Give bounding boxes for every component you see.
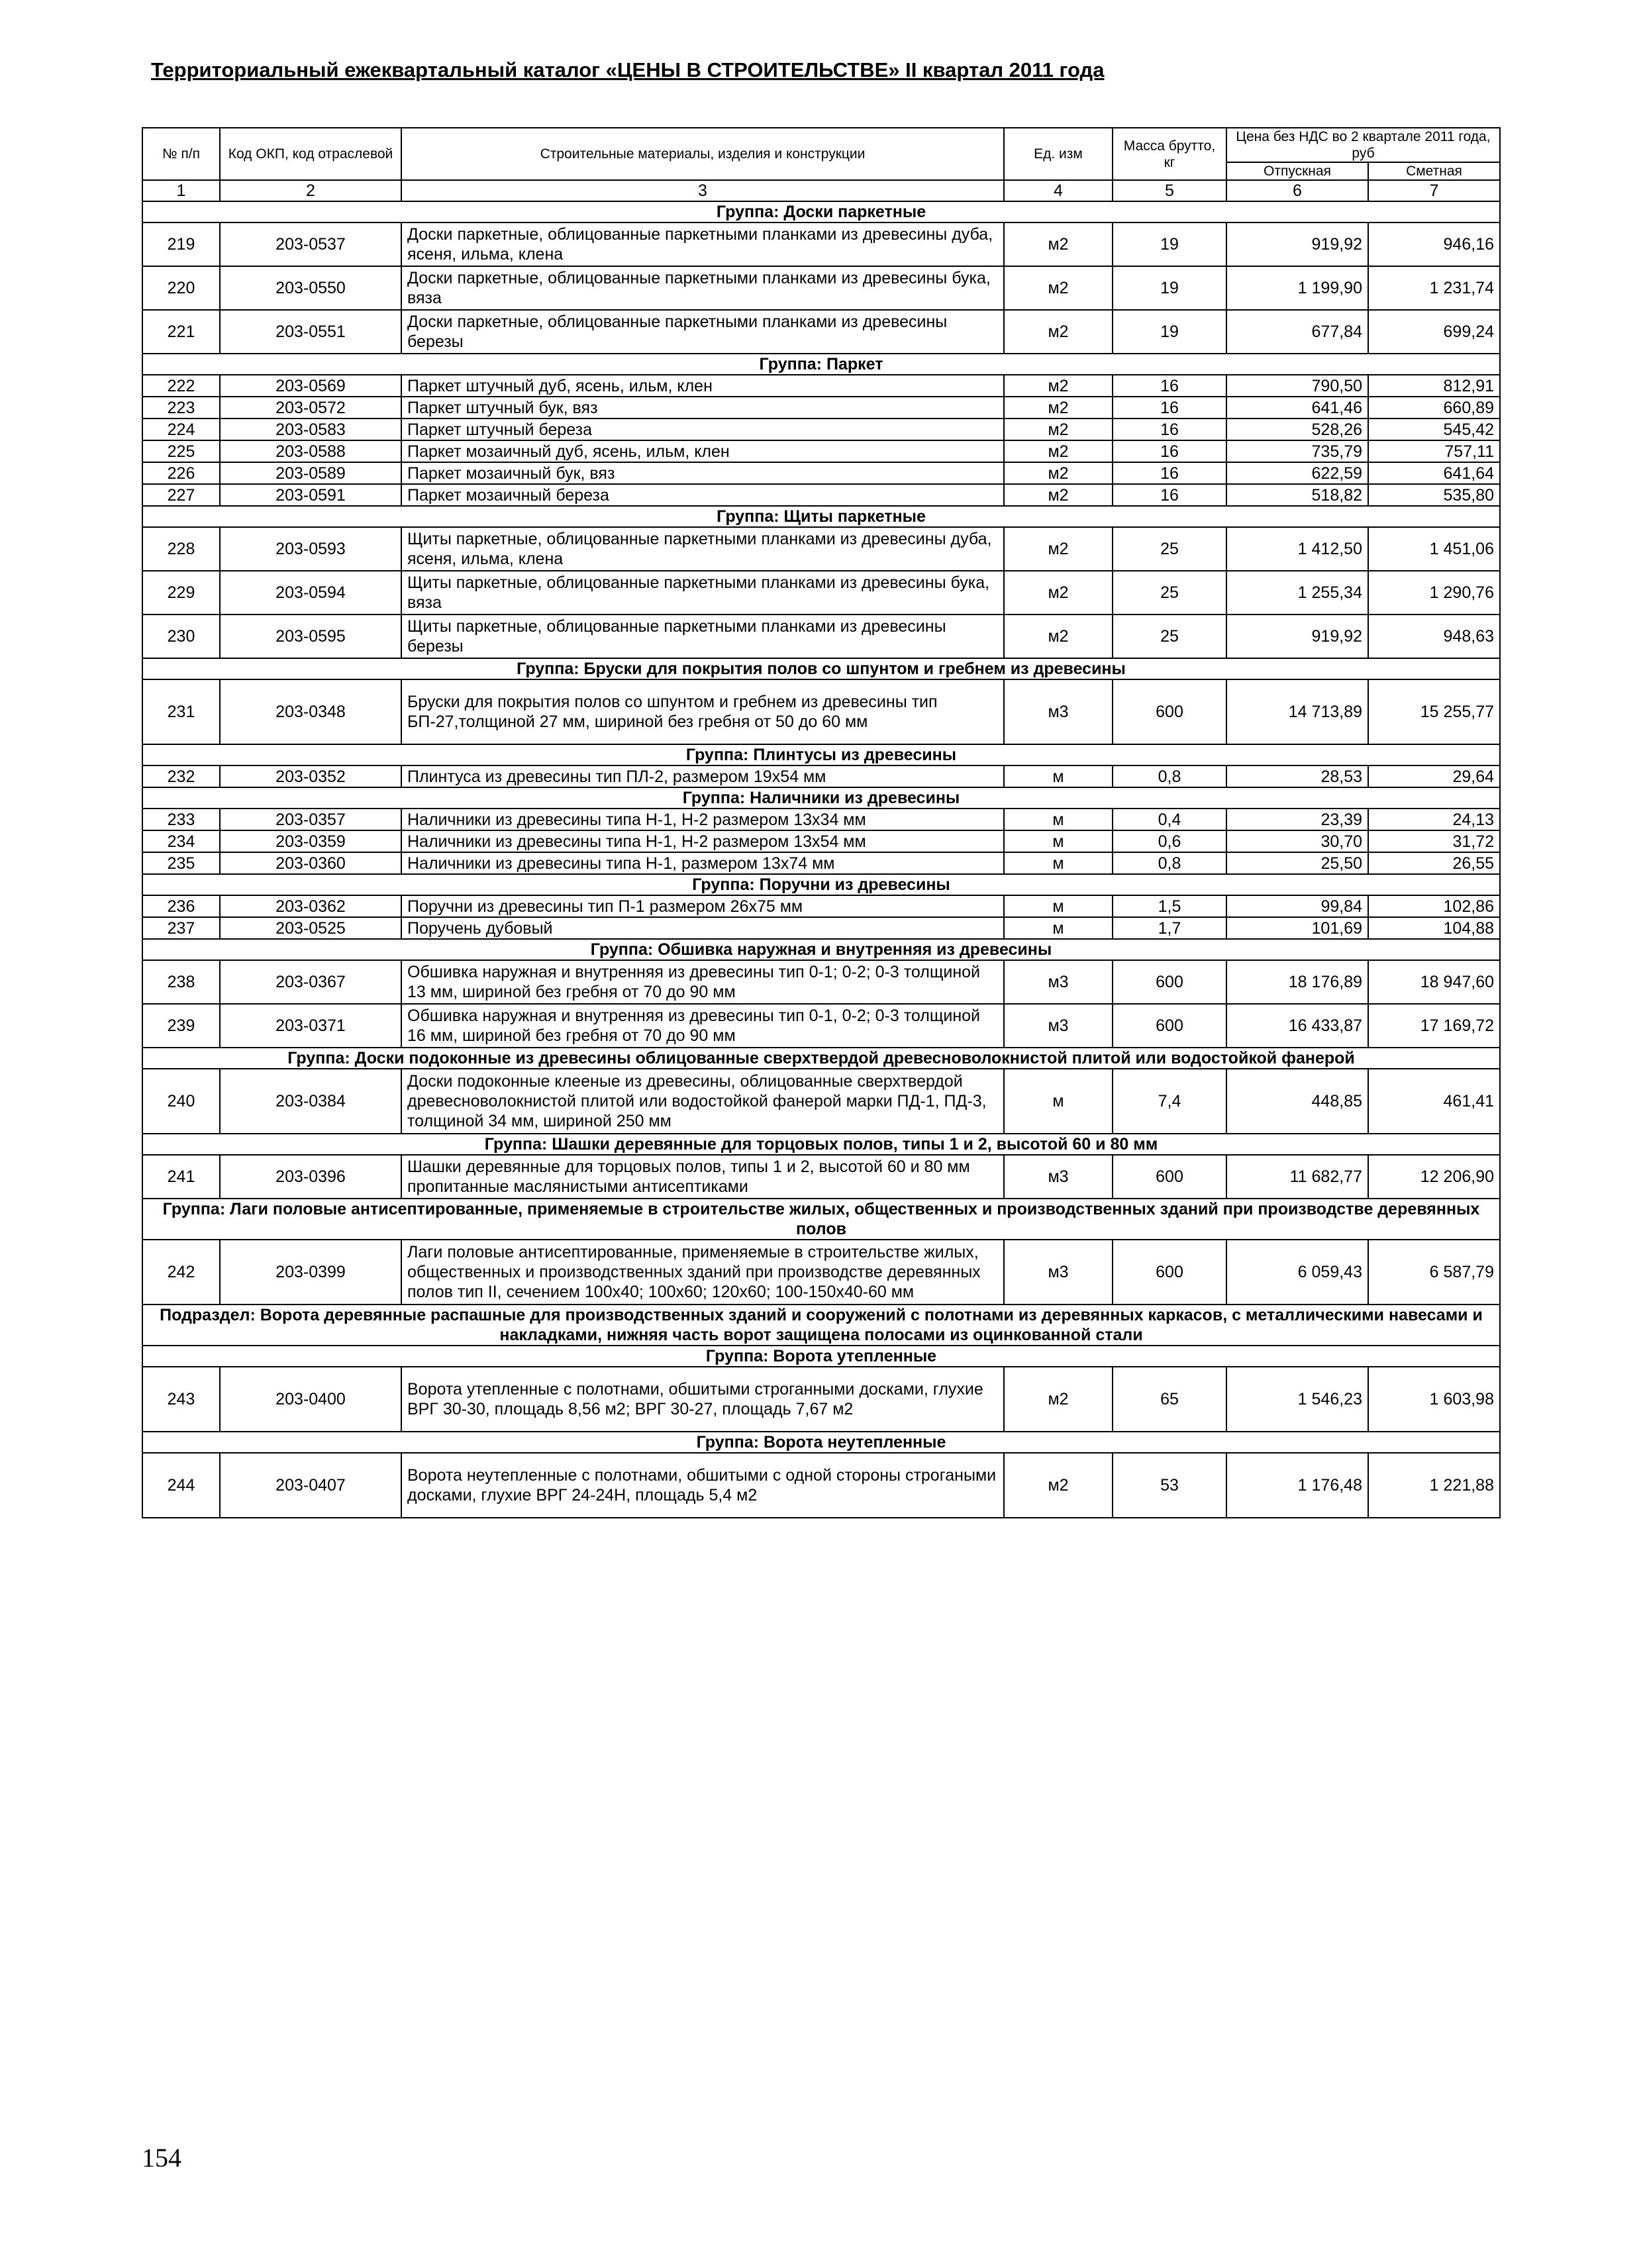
gross-mass: 0,6 xyxy=(1113,830,1226,852)
col-header-code: Код ОКП, код отраслевой xyxy=(220,128,401,180)
product-name: Паркет мозаичный бук, вяз xyxy=(401,462,1004,484)
table-body xyxy=(142,201,1500,1518)
estimate-price: 660,89 xyxy=(1368,397,1500,419)
estimate-price: 946,16 xyxy=(1368,222,1500,266)
table-row xyxy=(142,1367,1500,1432)
product-name: Плинтуса из древесины тип ПЛ-2, размером 19х54 мм xyxy=(401,765,1004,787)
release-price: 23,39 xyxy=(1226,809,1368,830)
estimate-price: 535,80 xyxy=(1368,484,1500,506)
unit: м2 xyxy=(1004,375,1113,397)
gross-mass: 1,7 xyxy=(1113,917,1226,939)
row-number: 241 xyxy=(142,1155,220,1199)
product-code: 203-0400 xyxy=(220,1367,401,1432)
table-row xyxy=(142,310,1500,354)
group-row xyxy=(142,658,1500,679)
row-number: 233 xyxy=(142,809,220,830)
subsection-row xyxy=(142,1305,1500,1346)
group-title: Группа: Плинтусы из древесины xyxy=(142,744,1500,765)
product-code: 203-0357 xyxy=(220,809,401,830)
group-title: Группа: Щиты паркетные xyxy=(142,506,1500,527)
gross-mass: 25 xyxy=(1113,571,1226,615)
release-price: 1 255,34 xyxy=(1226,571,1368,615)
table-row xyxy=(142,462,1500,484)
row-number: 243 xyxy=(142,1367,220,1432)
product-name: Бруски для покрытия полов со шпунтом и гребнем из древесины тип БП-27,толщиной 27 мм, шириной без гребня от 50 до 60 мм xyxy=(401,679,1004,744)
row-number: 226 xyxy=(142,462,220,484)
gross-mass: 19 xyxy=(1113,266,1226,310)
product-code: 203-0407 xyxy=(220,1453,401,1518)
gross-mass: 600 xyxy=(1113,679,1226,744)
group-title: Группа: Шашки деревянные для торцовых полов, типы 1 и 2, высотой 60 и 80 мм xyxy=(142,1134,1500,1155)
gross-mass: 600 xyxy=(1113,1004,1226,1048)
row-number: 219 xyxy=(142,222,220,266)
group-row xyxy=(142,1346,1500,1367)
product-name: Доски паркетные, облицованные паркетными планками из древесины бука, вяза xyxy=(401,266,1004,310)
gross-mass: 16 xyxy=(1113,484,1226,506)
unit: м xyxy=(1004,852,1113,874)
release-price: 448,85 xyxy=(1226,1069,1368,1134)
col-header-num: № п/п xyxy=(142,128,220,180)
release-price: 919,92 xyxy=(1226,222,1368,266)
release-price: 1 546,23 xyxy=(1226,1367,1368,1432)
estimate-price: 461,41 xyxy=(1368,1069,1500,1134)
col-header-unit: Ед. изм xyxy=(1004,128,1113,180)
table-row xyxy=(142,1453,1500,1518)
estimate-price: 15 255,77 xyxy=(1368,679,1500,744)
column-number: 7 xyxy=(1368,180,1500,201)
release-price: 790,50 xyxy=(1226,375,1368,397)
row-number: 235 xyxy=(142,852,220,874)
gross-mass: 25 xyxy=(1113,527,1226,571)
product-name: Наличники из древесины типа Н-1, Н-2 размером 13х34 мм xyxy=(401,809,1004,830)
product-code: 203-0594 xyxy=(220,571,401,615)
unit: м2 xyxy=(1004,310,1113,354)
product-code: 203-0537 xyxy=(220,222,401,266)
gross-mass: 0,8 xyxy=(1113,765,1226,787)
estimate-price: 29,64 xyxy=(1368,765,1500,787)
product-code: 203-0595 xyxy=(220,615,401,658)
gross-mass: 7,4 xyxy=(1113,1069,1226,1134)
gross-mass: 1,5 xyxy=(1113,895,1226,917)
page-number: 154 xyxy=(142,2143,181,2173)
group-title: Группа: Наличники из древесины xyxy=(142,787,1500,809)
product-name: Доски подоконные клееные из древесины, облицованные сверхтвердой древесноволокнистой плитой или водостойкой фанерой марки ПД-1, ПД-3, толщиной 34 мм, шириной 250 мм xyxy=(401,1069,1004,1134)
unit: м2 xyxy=(1004,615,1113,658)
unit: м2 xyxy=(1004,1453,1113,1518)
product-name: Щиты паркетные, облицованные паркетными планками из древесины бука, вяза xyxy=(401,571,1004,615)
table-row xyxy=(142,484,1500,506)
estimate-price: 757,11 xyxy=(1368,440,1500,462)
group-row xyxy=(142,1134,1500,1155)
unit: м3 xyxy=(1004,679,1113,744)
table-row xyxy=(142,830,1500,852)
estimate-price: 1 603,98 xyxy=(1368,1367,1500,1432)
unit: м3 xyxy=(1004,1004,1113,1048)
product-code: 203-0551 xyxy=(220,310,401,354)
group-row xyxy=(142,787,1500,809)
product-code: 203-0569 xyxy=(220,375,401,397)
gross-mass: 19 xyxy=(1113,222,1226,266)
release-price: 1 199,90 xyxy=(1226,266,1368,310)
release-price: 28,53 xyxy=(1226,765,1368,787)
col-header-mass: Масса брутто, кг xyxy=(1113,128,1226,180)
estimate-price: 17 169,72 xyxy=(1368,1004,1500,1048)
product-code: 203-0588 xyxy=(220,440,401,462)
gross-mass: 25 xyxy=(1113,615,1226,658)
group-row xyxy=(142,874,1500,895)
row-number: 229 xyxy=(142,571,220,615)
estimate-price: 104,88 xyxy=(1368,917,1500,939)
product-code: 203-0359 xyxy=(220,830,401,852)
unit: м2 xyxy=(1004,484,1113,506)
table-row xyxy=(142,917,1500,939)
unit: м3 xyxy=(1004,1240,1113,1305)
estimate-price: 26,55 xyxy=(1368,852,1500,874)
table-row xyxy=(142,1155,1500,1199)
unit: м2 xyxy=(1004,462,1113,484)
unit: м3 xyxy=(1004,1155,1113,1199)
gross-mass: 16 xyxy=(1113,419,1226,440)
unit: м xyxy=(1004,765,1113,787)
group-row xyxy=(142,506,1500,527)
subsection-title: Подраздел: Ворота деревянные распашные для производственных зданий и сооружений с полотнами из деревянных каркасов, с металлическими навесами и накладками, нижняя часть ворот защищена полосами из оцинкованной стали xyxy=(142,1305,1500,1346)
table-row xyxy=(142,375,1500,397)
gross-mass: 16 xyxy=(1113,462,1226,484)
unit: м2 xyxy=(1004,440,1113,462)
gross-mass: 16 xyxy=(1113,375,1226,397)
product-name: Лаги половые антисептированные, применяемые в строительстве жилых, общественных и производственных зданий при производстве деревянных полов тип II, сечением 100х40; 100х60; 120х60; 100-150х40-60 мм xyxy=(401,1240,1004,1305)
product-name: Щиты паркетные, облицованные паркетными планками из древесины дуба, ясеня, ильма, клена xyxy=(401,527,1004,571)
product-name: Наличники из древесины типа Н-1, Н-2 размером 13х54 мм xyxy=(401,830,1004,852)
product-name: Обшивка наружная и внутренняя из древесины тип 0-1; 0-2; 0-3 толщиной 13 мм, шириной без гребня от 70 до 90 мм xyxy=(401,960,1004,1004)
estimate-price: 641,64 xyxy=(1368,462,1500,484)
estimate-price: 812,91 xyxy=(1368,375,1500,397)
row-number: 221 xyxy=(142,310,220,354)
group-title: Группа: Ворота утепленные xyxy=(142,1346,1500,1367)
unit: м xyxy=(1004,830,1113,852)
table-row xyxy=(142,571,1500,615)
table-row xyxy=(142,852,1500,874)
row-number: 234 xyxy=(142,830,220,852)
product-code: 203-0399 xyxy=(220,1240,401,1305)
group-title: Группа: Поручни из древесины xyxy=(142,874,1500,895)
group-title: Группа: Доски паркетные xyxy=(142,201,1500,222)
row-number: 223 xyxy=(142,397,220,419)
product-name: Ворота неутепленные с полотнами, обшитыми с одной стороны строгаными досками, глухие ВРГ 24-24Н, площадь 5,4 м2 xyxy=(401,1453,1004,1518)
estimate-price: 12 206,90 xyxy=(1368,1155,1500,1199)
product-code: 203-0593 xyxy=(220,527,401,571)
table-row xyxy=(142,527,1500,571)
product-name: Поручни из древесины тип П-1 размером 26х75 мм xyxy=(401,895,1004,917)
release-price: 677,84 xyxy=(1226,310,1368,354)
table-row xyxy=(142,765,1500,787)
product-name: Ворота утепленные с полотнами, обшитыми строганными досками, глухие ВРГ 30-30, площадь 8,56 м2; ВРГ 30-27, площадь 7,67 м2 xyxy=(401,1367,1004,1432)
unit: м2 xyxy=(1004,397,1113,419)
table-row xyxy=(142,222,1500,266)
table-row xyxy=(142,1240,1500,1305)
unit: м xyxy=(1004,895,1113,917)
product-code: 203-0360 xyxy=(220,852,401,874)
estimate-price: 545,42 xyxy=(1368,419,1500,440)
gross-mass: 16 xyxy=(1113,397,1226,419)
column-number: 2 xyxy=(220,180,401,201)
release-price: 25,50 xyxy=(1226,852,1368,874)
table-row xyxy=(142,1069,1500,1134)
table-row xyxy=(142,809,1500,830)
column-number: 5 xyxy=(1113,180,1226,201)
estimate-price: 948,63 xyxy=(1368,615,1500,658)
group-title: Группа: Ворота неутепленные xyxy=(142,1432,1500,1453)
product-name: Шашки деревянные для торцовых полов, типы 1 и 2, высотой 60 и 80 мм пропитанные маслянистыми антисептиками xyxy=(401,1155,1004,1199)
group-row xyxy=(142,1199,1500,1240)
product-code: 203-0396 xyxy=(220,1155,401,1199)
row-number: 224 xyxy=(142,419,220,440)
gross-mass: 0,8 xyxy=(1113,852,1226,874)
group-row xyxy=(142,939,1500,960)
table-row xyxy=(142,397,1500,419)
column-number: 1 xyxy=(142,180,220,201)
release-price: 16 433,87 xyxy=(1226,1004,1368,1048)
row-number: 228 xyxy=(142,527,220,571)
estimate-price: 31,72 xyxy=(1368,830,1500,852)
product-name: Паркет штучный бук, вяз xyxy=(401,397,1004,419)
product-code: 203-0371 xyxy=(220,1004,401,1048)
release-price: 11 682,77 xyxy=(1226,1155,1368,1199)
unit: м xyxy=(1004,809,1113,830)
group-title: Группа: Лаги половые антисептированные, применяемые в строительстве жилых, общественных и производственных зданий при производстве деревянных полов xyxy=(142,1199,1500,1240)
gross-mass: 19 xyxy=(1113,310,1226,354)
estimate-price: 1 231,74 xyxy=(1368,266,1500,310)
row-number: 220 xyxy=(142,266,220,310)
product-code: 203-0352 xyxy=(220,765,401,787)
estimate-price: 102,86 xyxy=(1368,895,1500,917)
release-price: 641,46 xyxy=(1226,397,1368,419)
release-price: 14 713,89 xyxy=(1226,679,1368,744)
row-number: 242 xyxy=(142,1240,220,1305)
release-price: 919,92 xyxy=(1226,615,1368,658)
col-header-release-price: Отпускная xyxy=(1226,162,1368,180)
release-price: 6 059,43 xyxy=(1226,1240,1368,1305)
release-price: 518,82 xyxy=(1226,484,1368,506)
estimate-price: 1 290,76 xyxy=(1368,571,1500,615)
table-row xyxy=(142,895,1500,917)
product-code: 203-0591 xyxy=(220,484,401,506)
row-number: 225 xyxy=(142,440,220,462)
row-number: 237 xyxy=(142,917,220,939)
gross-mass: 0,4 xyxy=(1113,809,1226,830)
product-code: 203-0572 xyxy=(220,397,401,419)
gross-mass: 600 xyxy=(1113,1155,1226,1199)
group-title: Группа: Обшивка наружная и внутренняя из древесины xyxy=(142,939,1500,960)
estimate-price: 18 947,60 xyxy=(1368,960,1500,1004)
column-number: 6 xyxy=(1226,180,1368,201)
release-price: 30,70 xyxy=(1226,830,1368,852)
unit: м2 xyxy=(1004,571,1113,615)
product-name: Обшивка наружная и внутренняя из древесины тип 0-1, 0-2; 0-3 толщиной 16 мм, шириной без гребня от 70 до 90 мм xyxy=(401,1004,1004,1048)
group-row xyxy=(142,744,1500,765)
group-title: Группа: Бруски для покрытия полов со шпунтом и гребнем из древесины xyxy=(142,658,1500,679)
unit: м2 xyxy=(1004,222,1113,266)
row-number: 244 xyxy=(142,1453,220,1518)
column-number-row xyxy=(142,180,1500,201)
table-row xyxy=(142,1004,1500,1048)
unit: м2 xyxy=(1004,419,1113,440)
row-number: 239 xyxy=(142,1004,220,1048)
product-name: Щиты паркетные, облицованные паркетными планками из древесины березы xyxy=(401,615,1004,658)
row-number: 232 xyxy=(142,765,220,787)
unit: м2 xyxy=(1004,266,1113,310)
group-title: Группа: Доски подоконные из древесины облицованные сверхтвердой древесноволокнистой плитой или водостойкой фанерой xyxy=(142,1048,1500,1069)
row-number: 238 xyxy=(142,960,220,1004)
product-code: 203-0525 xyxy=(220,917,401,939)
product-code: 203-0348 xyxy=(220,679,401,744)
release-price: 735,79 xyxy=(1226,440,1368,462)
product-name: Паркет мозаичный дуб, ясень, ильм, клен xyxy=(401,440,1004,462)
estimate-price: 6 587,79 xyxy=(1368,1240,1500,1305)
column-number: 3 xyxy=(401,180,1004,201)
release-price: 101,69 xyxy=(1226,917,1368,939)
product-code: 203-0583 xyxy=(220,419,401,440)
group-row xyxy=(142,1432,1500,1453)
unit: м2 xyxy=(1004,1367,1113,1432)
release-price: 99,84 xyxy=(1226,895,1368,917)
estimate-price: 1 221,88 xyxy=(1368,1453,1500,1518)
gross-mass: 16 xyxy=(1113,440,1226,462)
row-number: 227 xyxy=(142,484,220,506)
group-row xyxy=(142,1048,1500,1069)
row-number: 236 xyxy=(142,895,220,917)
unit: м xyxy=(1004,1069,1113,1134)
group-title: Группа: Паркет xyxy=(142,354,1500,375)
column-number: 4 xyxy=(1004,180,1113,201)
product-name: Паркет мозаичный береза xyxy=(401,484,1004,506)
table-row xyxy=(142,266,1500,310)
row-number: 222 xyxy=(142,375,220,397)
col-header-price: Цена без НДС во 2 квартале 2011 года, руб xyxy=(1226,128,1500,162)
product-name: Доски паркетные, облицованные паркетными планками из древесины березы xyxy=(401,310,1004,354)
estimate-price: 699,24 xyxy=(1368,310,1500,354)
product-name: Наличники из древесины типа Н-1, размером 13х74 мм xyxy=(401,852,1004,874)
product-code: 203-0550 xyxy=(220,266,401,310)
col-header-estimate-price: Сметная xyxy=(1368,162,1500,180)
release-price: 1 412,50 xyxy=(1226,527,1368,571)
row-number: 230 xyxy=(142,615,220,658)
gross-mass: 53 xyxy=(1113,1453,1226,1518)
gross-mass: 65 xyxy=(1113,1367,1226,1432)
col-header-name: Строительные материалы, изделия и конструкции xyxy=(401,128,1004,180)
release-price: 528,26 xyxy=(1226,419,1368,440)
unit: м3 xyxy=(1004,960,1113,1004)
estimate-price: 1 451,06 xyxy=(1368,527,1500,571)
group-row xyxy=(142,354,1500,375)
gross-mass: 600 xyxy=(1113,1240,1226,1305)
product-name: Доски паркетные, облицованные паркетными планками из древесины дуба, ясеня, ильма, клена xyxy=(401,222,1004,266)
product-code: 203-0362 xyxy=(220,895,401,917)
table-row xyxy=(142,960,1500,1004)
table-row xyxy=(142,419,1500,440)
row-number: 231 xyxy=(142,679,220,744)
table-row xyxy=(142,615,1500,658)
release-price: 1 176,48 xyxy=(1226,1453,1368,1518)
unit: м2 xyxy=(1004,527,1113,571)
gross-mass: 600 xyxy=(1113,960,1226,1004)
row-number: 240 xyxy=(142,1069,220,1134)
catalog-title: Территориальный ежеквартальный каталог «ЦЕНЫ В СТРОИТЕЛЬСТВЕ» II квартал 2011 года xyxy=(151,58,1105,81)
product-name: Поручень дубовый xyxy=(401,917,1004,939)
group-row xyxy=(142,201,1500,222)
price-table xyxy=(142,127,1501,1518)
release-price: 18 176,89 xyxy=(1226,960,1368,1004)
product-code: 203-0384 xyxy=(220,1069,401,1134)
product-name: Паркет штучный дуб, ясень, ильм, клен xyxy=(401,375,1004,397)
release-price: 622,59 xyxy=(1226,462,1368,484)
product-code: 203-0589 xyxy=(220,462,401,484)
unit: м xyxy=(1004,917,1113,939)
product-name: Паркет штучный береза xyxy=(401,419,1004,440)
estimate-price: 24,13 xyxy=(1368,809,1500,830)
table-row xyxy=(142,679,1500,744)
product-code: 203-0367 xyxy=(220,960,401,1004)
table-row xyxy=(142,440,1500,462)
